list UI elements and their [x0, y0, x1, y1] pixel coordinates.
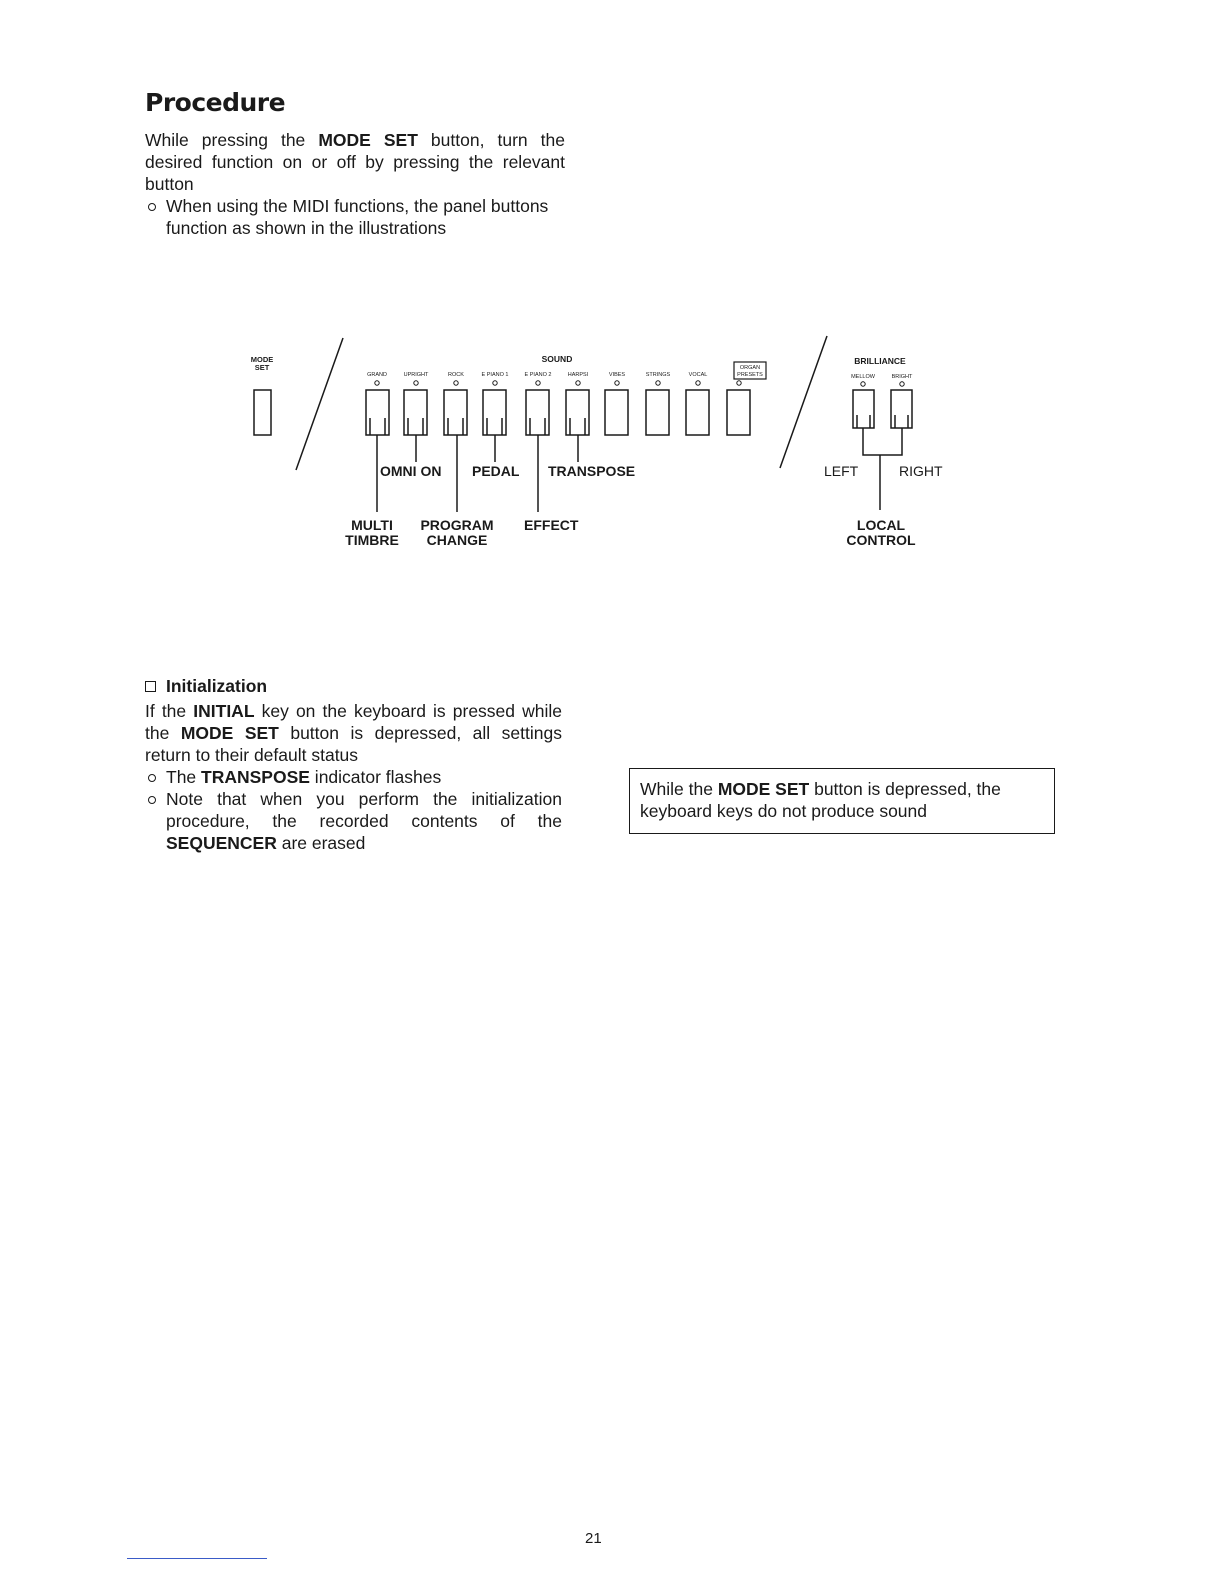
divider-slash-2 [780, 336, 827, 468]
panel-diagram [0, 0, 1224, 600]
page-heading: Procedure [145, 88, 286, 117]
initialization-paragraph: If the INITIAL key on the keyboard is pressed while the MODE SET button is depressed, all settings return to their default status [145, 701, 563, 765]
initialization-heading [145, 676, 267, 697]
divider-slash-1 [296, 338, 343, 470]
sound-button-shape-organ [727, 390, 750, 435]
initialization-bullets [145, 766, 562, 854]
sound-name-grand: GRAND [367, 372, 387, 378]
sound-name-harpsi: HARPSI [567, 372, 589, 378]
organ-label-line1: ORGAN [739, 365, 761, 371]
local-control-label-line1: LOCAL [856, 517, 906, 533]
footer-rule [127, 1558, 267, 1559]
sound-name-strings: STRINGS [645, 372, 671, 378]
brilliance-name-bright: BRIGHT [891, 374, 913, 380]
local-control-label-line2: CONTROL [846, 532, 916, 548]
intro-bullet-midi: When using the MIDI functions, the panel buttons function as shown in the illustrations [145, 195, 565, 239]
bullet-sequencer: Note that when you perform the initialization procedure, the recorded contents of the SEQUENCER are erased [145, 788, 562, 854]
sound-button-shape-vocal [686, 390, 709, 435]
program-change-label-line1: PROGRAM [420, 517, 494, 533]
program-change-label-line2: CHANGE [426, 532, 488, 548]
brilliance-button-shape-bright [891, 390, 912, 428]
sound-name-vocal: VOCAL [688, 372, 708, 378]
sound-name-upright: UPRIGHT [403, 372, 429, 378]
sound-name-vibes: VIBES [608, 372, 626, 378]
intro-paragraph: While pressing the MODE SET button, turn the desired function on or off by pressing the relevant button [145, 130, 565, 194]
left-label: LEFT [824, 463, 859, 479]
mode-set-button-shape [254, 390, 271, 435]
sound-name-rock: ROCK [448, 372, 464, 378]
sound-label: SOUND [541, 354, 573, 364]
page-number: 21 [585, 1530, 602, 1547]
right-label: RIGHT [899, 463, 943, 479]
multi-timbre-label-line2: TIMBRE [345, 532, 399, 548]
sound-name-epiano2: E PIANO 2 [524, 372, 552, 378]
pedal-label: PEDAL [472, 463, 520, 479]
effect-label: EFFECT [524, 517, 579, 533]
sound-name-epiano1: E PIANO 1 [481, 372, 509, 378]
mode-label-line2: SET [254, 363, 270, 372]
sound-button-shape-strings [646, 390, 669, 435]
square-bullet-icon [145, 681, 156, 692]
brilliance-name-mellow: MELLOW [851, 374, 875, 380]
multi-timbre-label-line1: MULTI [351, 517, 393, 533]
omni-on-label: OMNI ON [380, 463, 442, 479]
mode-label-line1: MODE [250, 355, 274, 364]
initialization-section [145, 700, 562, 854]
organ-label-line2: PRESETS [737, 372, 763, 378]
brilliance-label: BRILLIANCE [854, 356, 906, 366]
bullet-transpose: The TRANSPOSE indicator flashes [145, 766, 562, 788]
note-box: While the MODE SET button is depressed, the keyboard keys do not produce sound [629, 768, 1055, 834]
initialization-title: Initialization [166, 676, 268, 696]
sound-button-shape-vibes [605, 390, 628, 435]
transpose-label: TRANSPOSE [548, 463, 636, 479]
brilliance-button-shape-mellow [853, 390, 874, 428]
